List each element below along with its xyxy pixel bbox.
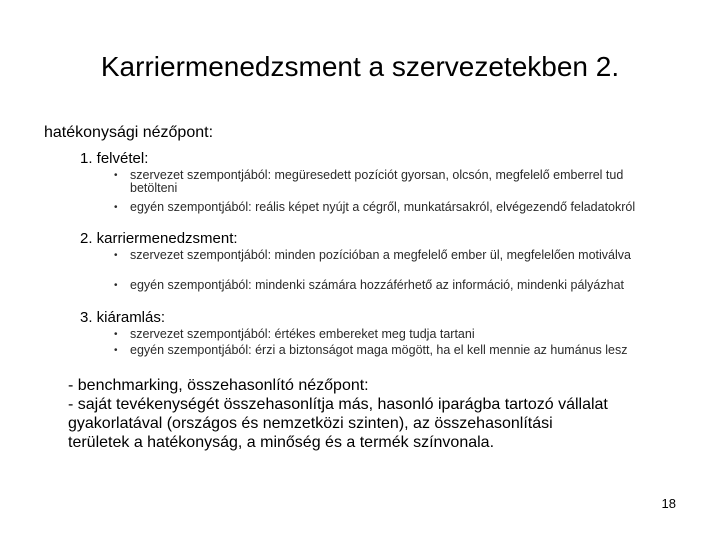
bullet-icon: • bbox=[114, 170, 118, 181]
paragraph-line: területek a hatékonyság, a minőség és a termék színvonala. bbox=[68, 434, 495, 451]
page-number: 18 bbox=[661, 496, 676, 511]
bullet-text: szervezet szempontjából: minden pozícióban a megfelelő ember ül, megfelelően motiválva bbox=[130, 248, 631, 262]
bullet-item bbox=[114, 249, 674, 262]
slide-title: Karriermenedzsment a szervezetekben 2. bbox=[100, 51, 620, 82]
bullet-icon: • bbox=[114, 329, 118, 340]
bullet-text: egyén szempontjából: érzi a biztonságot maga mögött, ha el kell mennie az humánus lesz bbox=[130, 343, 628, 357]
bullet-text: szervezet szempontjából: értékes embereket meg tudja tartani bbox=[130, 327, 475, 341]
bullet-icon: • bbox=[114, 345, 118, 356]
paragraph-line: - saját tevékenységét összehasonlítja más, hasonló iparágba tartozó vállalat bbox=[68, 396, 608, 413]
bullet-icon: • bbox=[114, 250, 118, 261]
section-label-kiaramlas: 3. kiáramlás: bbox=[80, 309, 166, 326]
bullet-text: egyén szempontjából: reális képet nyújt a cégről, munkatársakról, elvégezendő feladatokról bbox=[130, 200, 636, 214]
bullet-item bbox=[114, 328, 674, 341]
paragraph-line: gyakorlatával (országos és nemzetközi szinten), az összehasonlítási bbox=[68, 415, 553, 432]
paragraph-line: - benchmarking, összehasonlító nézőpont: bbox=[68, 377, 369, 394]
benchmarking-paragraph bbox=[68, 376, 688, 452]
section-heading: hatékonysági nézőpont: bbox=[44, 124, 214, 141]
bullet-item bbox=[114, 344, 674, 357]
bullet-text: egyén szempontjából: mindenki számára hozzáférhető az információ, mindenki pályázhat bbox=[130, 278, 625, 292]
bullet-item bbox=[114, 169, 674, 195]
bullet-item bbox=[114, 201, 674, 214]
bullet-item bbox=[114, 279, 674, 292]
bullet-icon: • bbox=[114, 280, 118, 291]
section-label-felvetel: 1. felvétel: bbox=[80, 150, 149, 167]
section-label-karriermenedzsment: 2. karriermenedzsment: bbox=[80, 230, 238, 247]
bullet-icon: • bbox=[114, 202, 118, 213]
bullet-text: szervezet szempontjából: megüresedett pozíciót gyorsan, olcsón, megfelelő emberrel tud betölteni bbox=[130, 168, 624, 195]
